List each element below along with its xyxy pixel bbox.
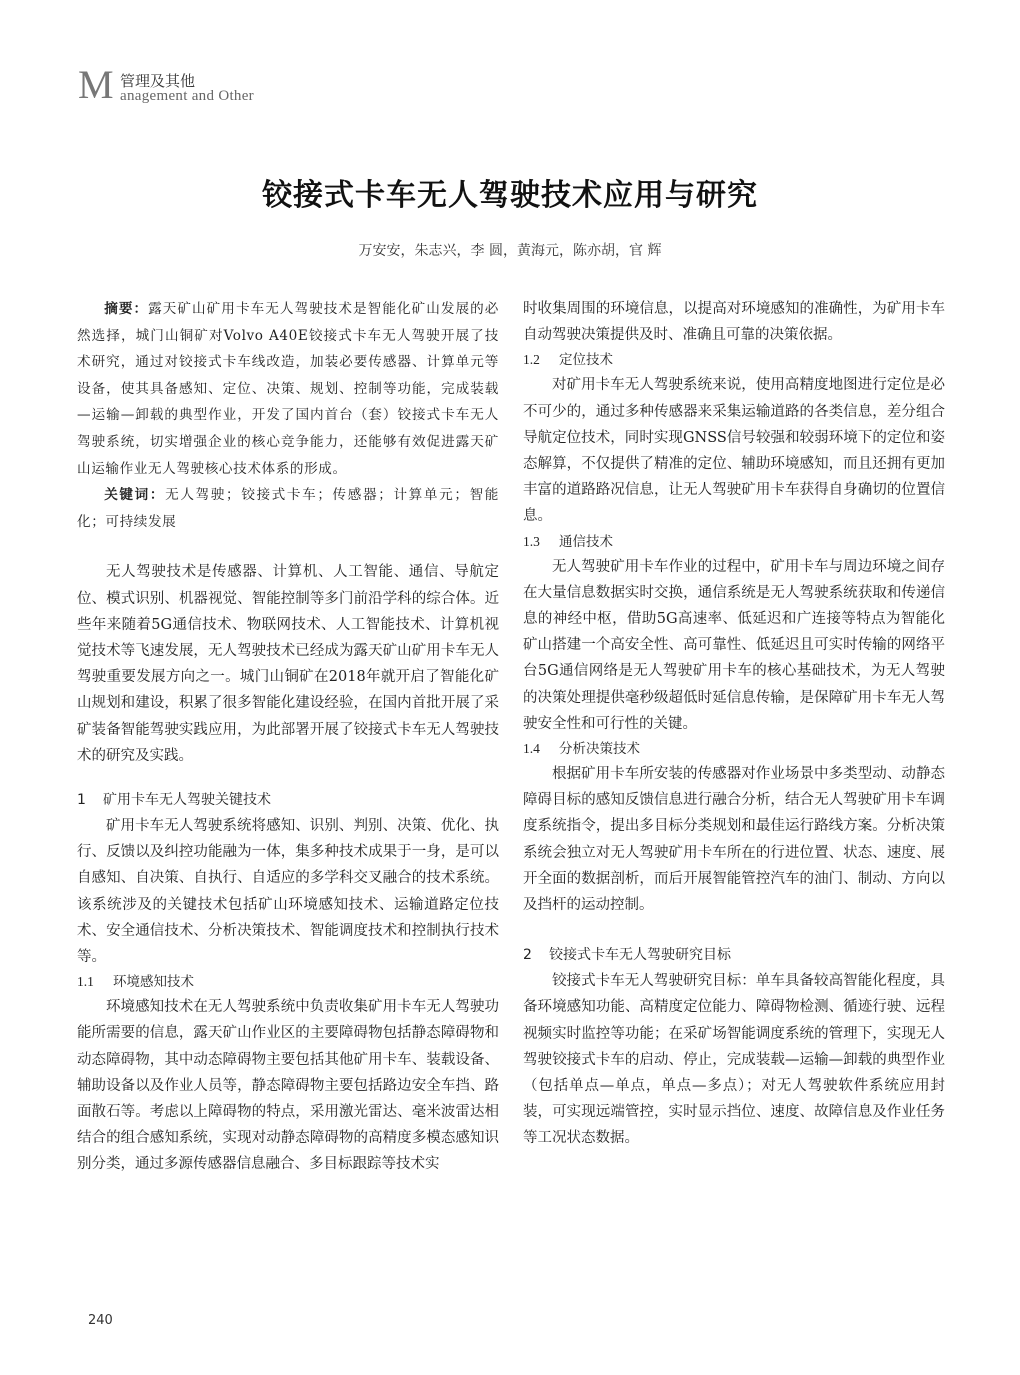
section-2-heading <box>523 942 945 968</box>
section-1-2-paragraph: 对矿用卡车无人驾驶系统来说，使用高精度地图进行定位是必不可少的，通过多种传感器来采集运输道路的各类信息，差分组合导航定位技术，同时实现GNSS信号较强和较弱环境下的定位和姿态解算，不仅提供了精准的定位、辅助环境感知，而且还拥有更加丰富的道路路况信息，让无人驾驶矿用卡车获得自身确切的位置信息。 <box>523 377 945 525</box>
intro-paragraph: 无人驾驶技术是传感器、计算机、人工智能、通信、导航定位、模式识别、机器视觉、智能控制等多门前沿学科的综合体。近些年来随着5G通信技术、物联网技术、人工智能技术、计算机视觉技术等飞速发展，无人驾驶技术已经成为露天矿山矿用卡车无人驾驶重要发展方向之一。城门山铜矿在2018年就开启了智能化矿山规划和建设，积累了很多智能化建设经验，在国内首批开展了采矿装备智能驾驶实践应用，为此部署开展了铰接式卡车无人驾驶技术的研究及实践。 <box>77 564 499 764</box>
section-1-1-paragraph: 环境感知技术在无人驾驶系统中负责收集矿用卡车无人驾驶功能所需要的信息，露天矿山作业区的主要障碍物包括静态障碍物和动态障碍物，其中动态障碍物主要包括其他矿用卡车、装载设备、辅助设备以及作业人员等，静态障碍物主要包括路边安全车挡、路面散石等。考虑以上障碍物的特点，采用激光雷达、毫米波雷达相结合的组合感知系统，实现对动静态障碍物的高精度多模态感知识别分类，通过多源传感器信息融合、多目标跟踪等技术实 <box>77 999 499 1173</box>
section-name-cn: 管理及其他 <box>120 72 196 90</box>
section-1-1-heading <box>77 970 499 994</box>
right-column <box>523 296 945 1152</box>
section-1-2-number: 1.2 <box>523 352 540 368</box>
left-column <box>77 296 499 1178</box>
section-1-1-title: 环境感知技术 <box>113 974 194 991</box>
page-number: 240 <box>88 1313 113 1328</box>
section-name-en: anagement and Other <box>120 88 254 104</box>
abstract-label: 摘要： <box>104 301 149 317</box>
keywords-text: 无人驾驶；铰接式卡车；传感器；计算单元；智能化；可持续发展 <box>77 487 499 530</box>
section-1-3-paragraph: 无人驾驶矿用卡车作业的过程中，矿用卡车与周边环境之间存在大量信息数据实时交换，通信系统是无人驾驶系统获取和传递信息的神经中枢，借助5G高速率、低延迟和广连接等特点为智能化矿山搭建一个高安全性、高可靠性、低延迟且可实时传输的网络平台5G通信网络是无人驾驶矿用卡车的核心基础技术，为无人驾驶的决策处理提供毫秒级超低时延信息传输，是保障矿用卡车无人驾驶安全性和可行性的关键。 <box>523 558 945 732</box>
section-1-4-number: 1.4 <box>523 741 540 757</box>
section-initial-letter: M <box>78 62 114 107</box>
keywords <box>77 482 499 535</box>
abstract-text: 露天矿山矿用卡车无人驾驶技术是智能化矿山发展的必然选择，城门山铜矿对Volvo A40E铰接式卡车无人驾驶开展了技术研究，通过对铰接式卡车线改造，加装必要传感器、计算单元等设备，使其具备感知、定位、决策、规划、控制等功能，完成装载—运输—卸载的典型作业，开发了国内首台（套）铰接式卡车无人驾驶系统，切实增强企业的核心竞争能力，还能够有效促进露天矿山运输作业无人驾驶核心技术体系的形成。 <box>77 301 499 477</box>
section-1-1-number: 1.1 <box>77 974 94 990</box>
section-1-4-title: 分析决策技术 <box>559 741 640 758</box>
section-2-title: 铰接式卡车无人驾驶研究目标 <box>549 947 731 964</box>
section-2-paragraph: 铰接式卡车无人驾驶研究目标：单车具备较高智能化程度，具备环境感知功能、高精度定位能力、障碍物检测、循迹行驶、远程视频实时监控等功能；在采矿场智能调度系统的管理下，实现无人驾驶铰接式卡车的启动、停止，完成装载—运输—卸载的典型作业（包括单点—单点，单点—多点）；对无人驾驶软件系统应用封装，可实现远端管控，实时显示挡位、速度、故障信息及作业任务等工况状态数据。 <box>523 973 945 1147</box>
abstract <box>77 296 499 482</box>
section-1-4-paragraph: 根据矿用卡车所安装的传感器对作业场景中多类型动、动静态障碍目标的感知反馈信息进行融合分析，结合无人驾驶矿用卡车调度系统指令，提出多目标分类规划和最佳运行路线方案。分析决策系统会独立对无人驾驶矿用卡车所在的行进位置、状态、速度、展开全面的数据剖析，而后开展智能管控汽车的油门、制动、方向以及挡杆的运动控制。 <box>523 766 945 914</box>
section-1-2-heading <box>523 348 945 372</box>
section-1-number: 1 <box>77 791 86 808</box>
section-1-4-heading <box>523 737 945 761</box>
author-list: 万安安，朱志兴，李 圆，黄海元，陈亦胡，官 辉 <box>358 243 662 259</box>
keywords-label: 关键词： <box>104 487 166 504</box>
section-1-3-heading <box>523 530 945 554</box>
section-1-2-title: 定位技术 <box>559 352 613 369</box>
section-1-1-continuation: 时收集周围的环境信息，以提高对环境感知的准确性，为矿用卡车自动驾驶决策提供及时、准确且可靠的决策依据。 <box>523 301 945 344</box>
section-1-title: 矿用卡车无人驾驶关键技术 <box>103 791 271 808</box>
paper-title: 铰接式卡车无人驾驶技术应用与研究 <box>262 178 758 213</box>
section-1-3-title: 通信技术 <box>559 533 613 550</box>
section-1-paragraph: 矿用卡车无人驾驶系统将感知、识别、判别、决策、优化、执行、反馈以及纠控功能融为一体，集多种技术成果于一身，是可以自感知、自决策、自执行、自适应的多学科交叉融合的技术系统。该系统涉及的关键技术包括矿山环境感知技术、运输道路定位技术、安全通信技术、分析决策技术、智能调度技术和控制执行技术等。 <box>77 817 499 965</box>
section-1-heading <box>77 787 499 813</box>
section-2-number: 2 <box>523 947 532 964</box>
section-1-3-number: 1.3 <box>523 533 540 549</box>
